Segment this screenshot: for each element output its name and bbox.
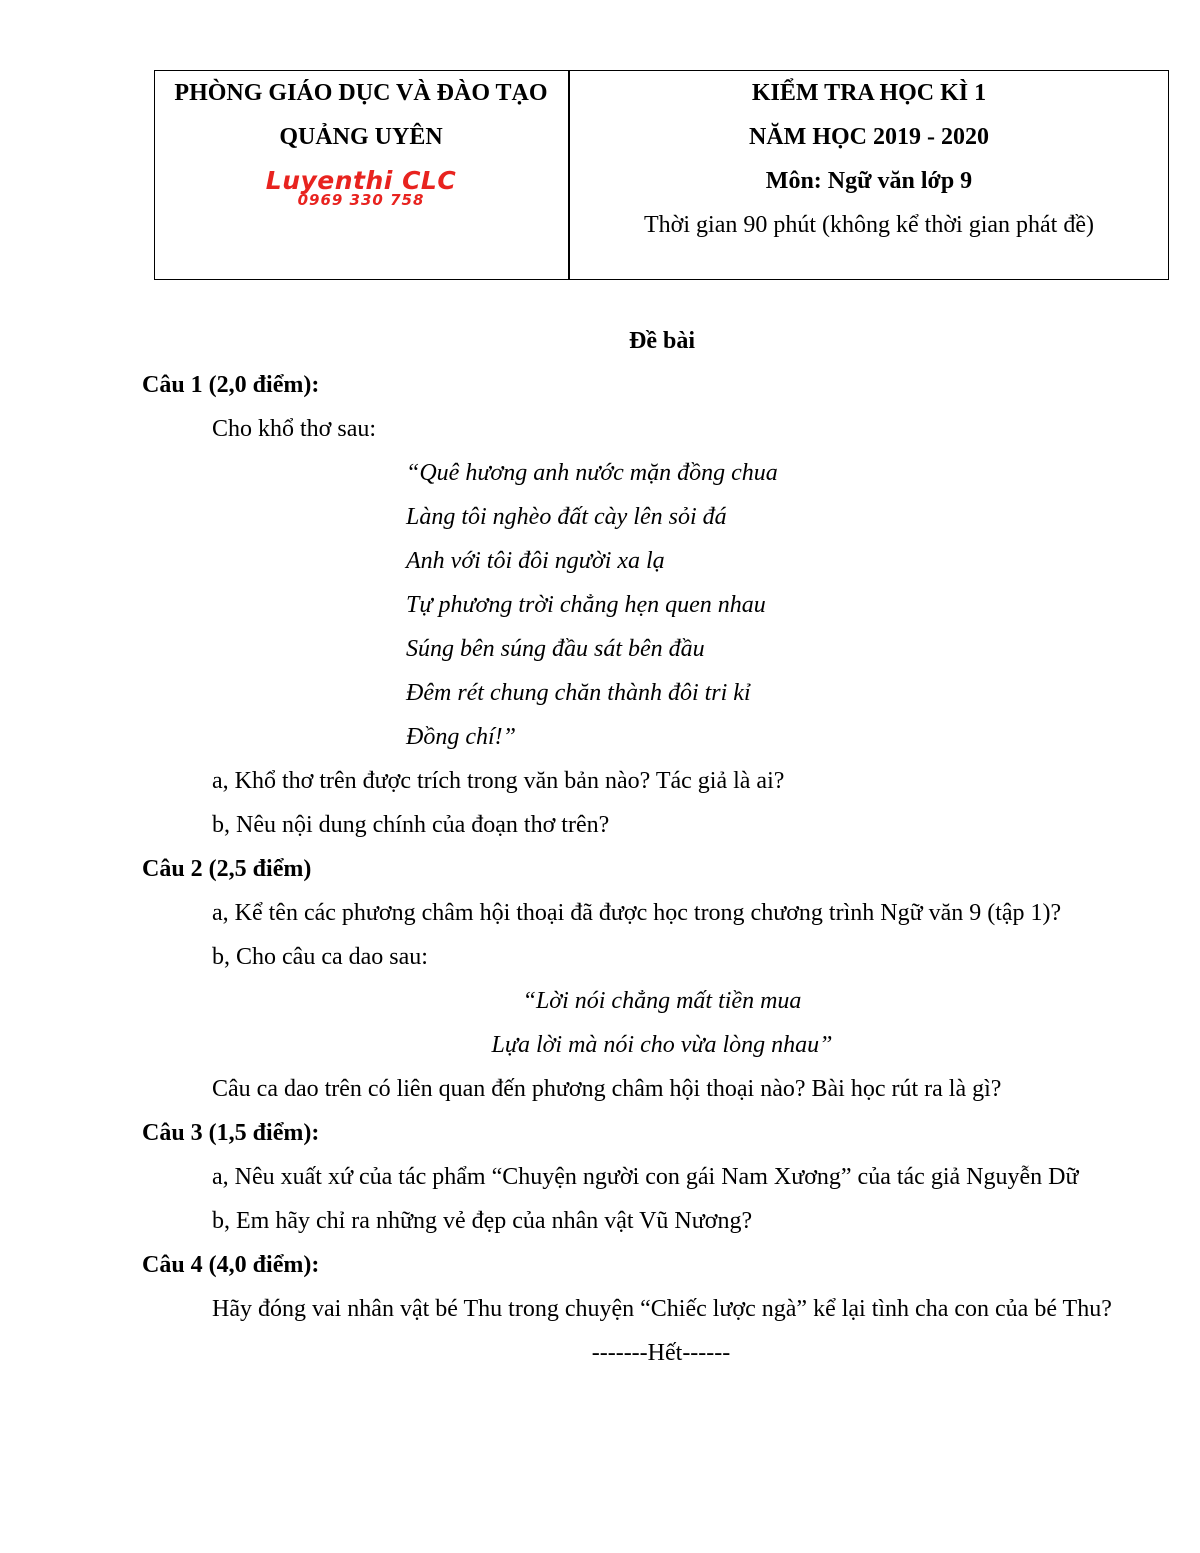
poem-line: “Quê hương anh nước mặn đồng chua: [406, 460, 778, 486]
page-title: Đề bài: [629, 328, 695, 354]
poem-line: Tự phương trời chẳng hẹn quen nhau: [406, 592, 766, 618]
poem-line: Đêm rét chung chăn thành đôi tri kỉ: [406, 680, 751, 706]
logo-watermark-text: Luyenthi CLC: [265, 166, 457, 195]
question-2-part-b: b, Cho câu ca dao sau:: [212, 944, 428, 970]
poem-line: Anh với tôi đôi người xa lạ: [406, 548, 665, 574]
school-year: NĂM HỌC 2019 - 2020: [749, 124, 989, 150]
question-4-heading: Câu 4 (4,0 điểm):: [142, 1252, 320, 1278]
poem-line: Súng bên súng đầu sát bên đầu: [406, 636, 705, 662]
question-3-part-a: a, Nêu xuất xứ của tác phẩm “Chuyện người con gái Nam Xương” của tác giả Nguyễn Dữ: [212, 1164, 1079, 1190]
question-1-heading: Câu 1 (2,0 điểm):: [142, 372, 320, 398]
poem-line: Đồng chí!”: [406, 724, 516, 750]
exam-duration: Thời gian 90 phút (không kể thời gian phát đề): [644, 212, 1094, 238]
end-marker: -------Hết------: [591, 1340, 731, 1366]
district-name: QUẢNG UYÊN: [279, 124, 443, 150]
subject: Môn: Ngữ văn lớp 9: [765, 168, 973, 194]
question-4-prompt: Hãy đóng vai nhân vật bé Thu trong chuyện “Chiếc lược ngà” kể lại tình cha con của bé Thu?: [212, 1296, 1112, 1322]
logo-watermark-phone: 0969 330 758: [297, 191, 425, 209]
department-name: PHÒNG GIÁO DỤC VÀ ĐÀO TẠO: [174, 80, 548, 106]
folk-verse-line: “Lời nói chẳng mất tiền mua: [522, 988, 802, 1014]
question-1-part-a: a, Khổ thơ trên được trích trong văn bản nào? Tác giả là ai?: [212, 768, 785, 794]
exam-title: KIỂM TRA HỌC KÌ 1: [751, 80, 987, 106]
question-2-heading: Câu 2 (2,5 điểm): [142, 856, 312, 882]
question-3-heading: Câu 3 (1,5 điểm):: [142, 1120, 320, 1146]
question-1-intro: Cho khổ thơ sau:: [212, 416, 377, 442]
question-2-followup: Câu ca dao trên có liên quan đến phương châm hội thoại nào? Bài học rút ra là gì?: [212, 1076, 1002, 1102]
question-3-part-b: b, Em hãy chỉ ra những vẻ đẹp của nhân vật Vũ Nương?: [212, 1208, 753, 1234]
folk-verse-line: Lựa lời mà nói cho vừa lòng nhau”: [491, 1032, 833, 1058]
question-1-part-b: b, Nêu nội dung chính của đoạn thơ trên?: [212, 812, 610, 838]
poem-line: Làng tôi nghèo đất cày lên sỏi đá: [406, 504, 727, 530]
question-2-part-a: a, Kể tên các phương châm hội thoại đã được học trong chương trình Ngữ văn 9 (tập 1)?: [212, 900, 1062, 926]
